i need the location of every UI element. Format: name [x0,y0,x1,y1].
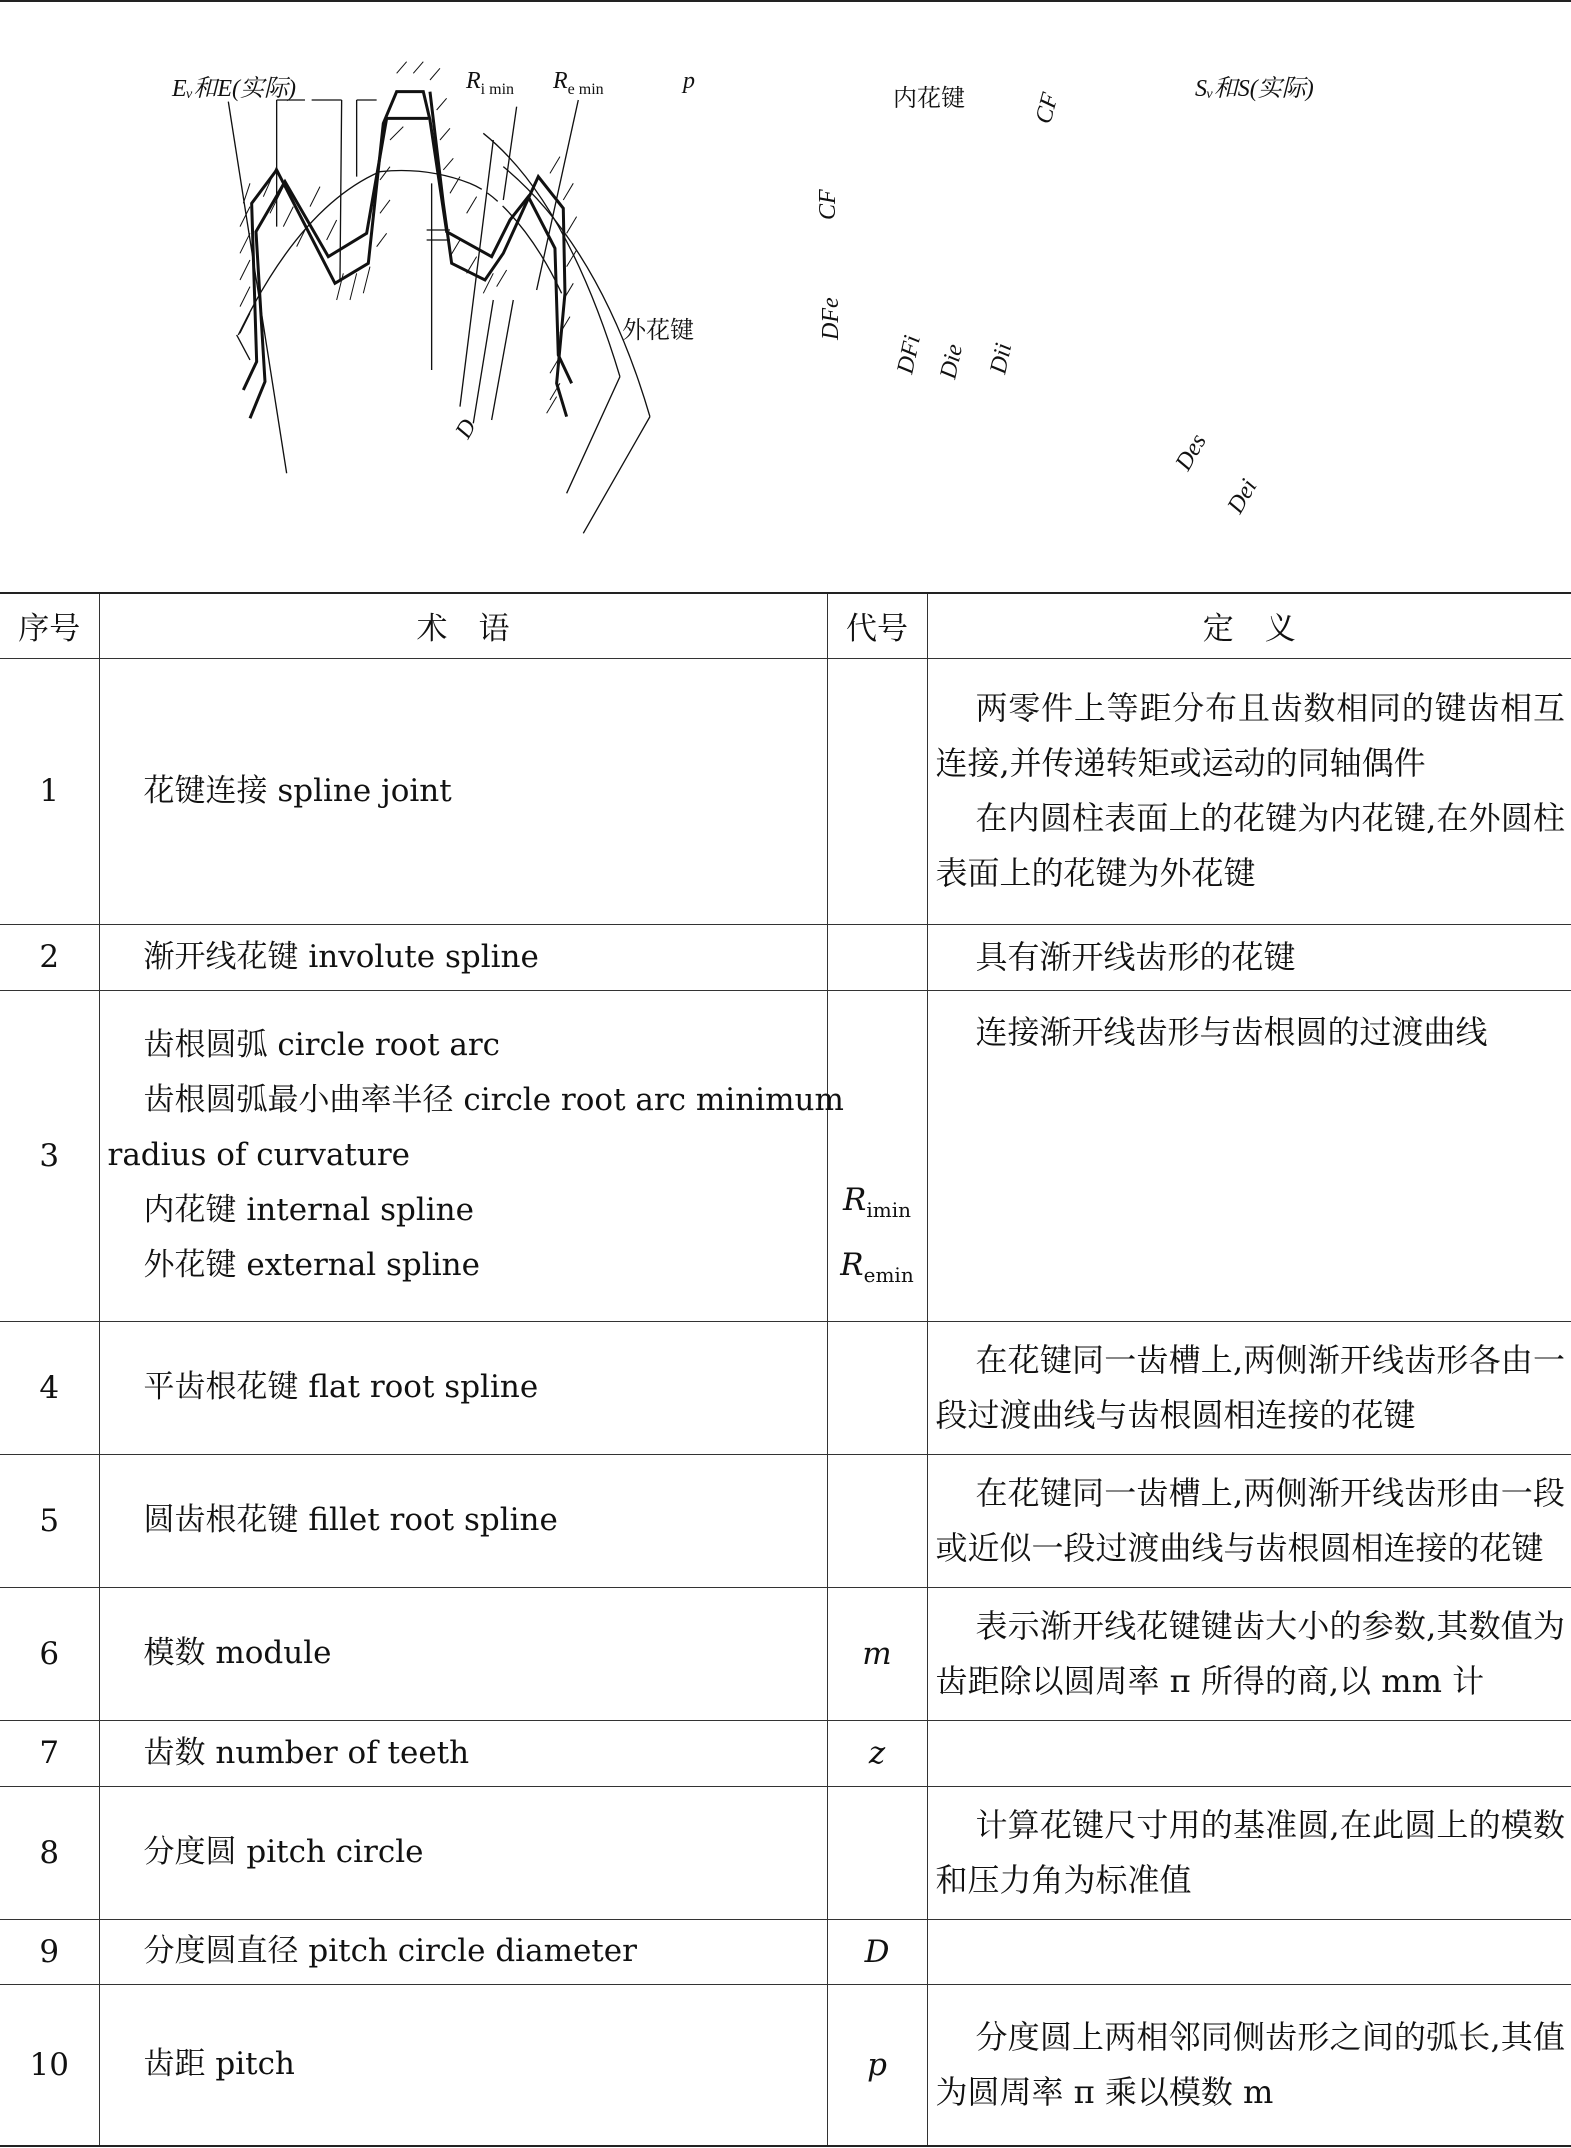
row-term: 平齿根花键 flat root spline [143,1369,539,1405]
label-external-spline: 外花键 [622,318,694,344]
row-code: D [827,1919,927,1984]
row-no: 5 [0,1454,99,1587]
row-term: 分度圆直径 pitch circle diameter [143,1933,637,1969]
row-term-line: 齿根圆弧最小曲率半径 circle root arc minimum [143,1082,844,1118]
label-sv-s: Sᵥ和S(实际) [1195,76,1314,102]
row-definition: 在花键同一齿槽上,两侧渐开线齿形各由一段过渡曲线与齿根圆相连接的花键 [935,1340,1565,1434]
label-cf-top: CF [1030,90,1064,127]
row-no: 7 [0,1720,99,1786]
label-remin: $R_{e min}$ [553,68,604,98]
row-term: 圆齿根花键 fillet root spline [143,1502,558,1538]
terms-table [0,592,1571,2147]
table-row [0,990,1571,1321]
row-term: 模数 module [143,1635,332,1671]
label-internal-spline: 内花键 [893,86,965,112]
row-term-line: radius of curvature [107,1137,411,1173]
spline-diagram [0,0,1571,590]
row-code [827,658,927,924]
table-row [0,658,1571,924]
pitch-circle [238,170,470,334]
label-ev-e: Eᵥ和E(实际) [172,76,297,102]
row-term-line: 外花键 external spline [143,1247,480,1283]
code-remin: $R_{emin}$ [840,1247,914,1288]
header-code: 代号 [827,593,927,658]
row-term-line: 内花键 internal spline [143,1192,474,1228]
table-row [0,1587,1571,1720]
row-code: z [827,1720,927,1786]
code-rimin: $R_{imin}$ [843,1181,911,1222]
label-dfi: DFi [892,333,926,377]
row-code [827,1786,927,1919]
table-row [0,1720,1571,1786]
label-p: p [683,68,695,94]
header-definition: 定 义 [927,593,1571,658]
row-term: 齿距 pitch [143,2046,295,2083]
internal-spline-profile [243,92,571,390]
label-des: Des [1170,429,1212,475]
label-cf-mid: CF [815,189,841,220]
row-code: m [827,1587,927,1720]
table-row [0,1454,1571,1587]
row-no: 6 [0,1587,99,1720]
row-no: 8 [0,1786,99,1919]
row-definition: 在花键同一齿槽上,两侧渐开线齿形由一段或近似一段过渡曲线与齿根圆相连接的花键 [935,1473,1565,1567]
row-definition: 分度圆上两相邻同侧齿形之间的弧长,其值为圆周率 π 乘以模数 m [935,2017,1565,2111]
row-code [827,1454,927,1587]
header-no: 序号 [0,593,99,658]
row-definition: 计算花键尺寸用的基准圆,在此圆上的模数和压力角为标准值 [935,1805,1565,1899]
row-no: 1 [0,658,99,924]
row-term: 渐开线花键 involute spline [143,938,539,975]
table-row [0,1919,1571,1984]
label-dii: Dii [985,340,1018,377]
table-row [0,1786,1571,1919]
label-dei: Dei [1222,474,1263,518]
table-row [0,924,1571,990]
label-dfe: DFe [818,297,844,340]
row-no: 9 [0,1919,99,1984]
row-term: 花键连接 spline joint [143,772,452,809]
row-no: 2 [0,924,99,990]
table-header [0,593,1571,658]
table-row [0,1984,1571,2146]
row-no: 10 [0,1984,99,2146]
row-term-line: 齿根圆弧 circle root arc [143,1027,501,1063]
row-code [827,924,927,990]
row-definition: 在内圆柱表面上的花键为内花键,在外圆柱表面上的花键为外花键 [935,799,1565,892]
label-die: Die [935,341,969,382]
row-no: 3 [0,990,99,1321]
row-code [827,1321,927,1454]
row-code: p [827,1984,927,2146]
row-term: 齿数 number of teeth [143,1734,470,1771]
row-definition: 连接渐开线齿形与齿根圆的过渡曲线 [975,1012,1488,1051]
label-d: D [450,414,482,443]
row-definition: 表示渐开线花键键齿大小的参数,其数值为齿距除以圆周率 π 所得的商,以 mm 计 [935,1606,1565,1700]
row-term: 分度圆 pitch circle [143,1834,424,1870]
row-definition: 两零件上等距分布且齿数相同的键齿相互连接,并传递转矩或运动的同轴偶件 [935,689,1565,782]
label-rimin: $R_{i min}$ [466,68,515,98]
row-no: 4 [0,1321,99,1454]
row-definition: 具有渐开线齿形的花键 [975,937,1296,976]
table-row [0,1321,1571,1454]
header-term: 术 语 [99,593,827,658]
